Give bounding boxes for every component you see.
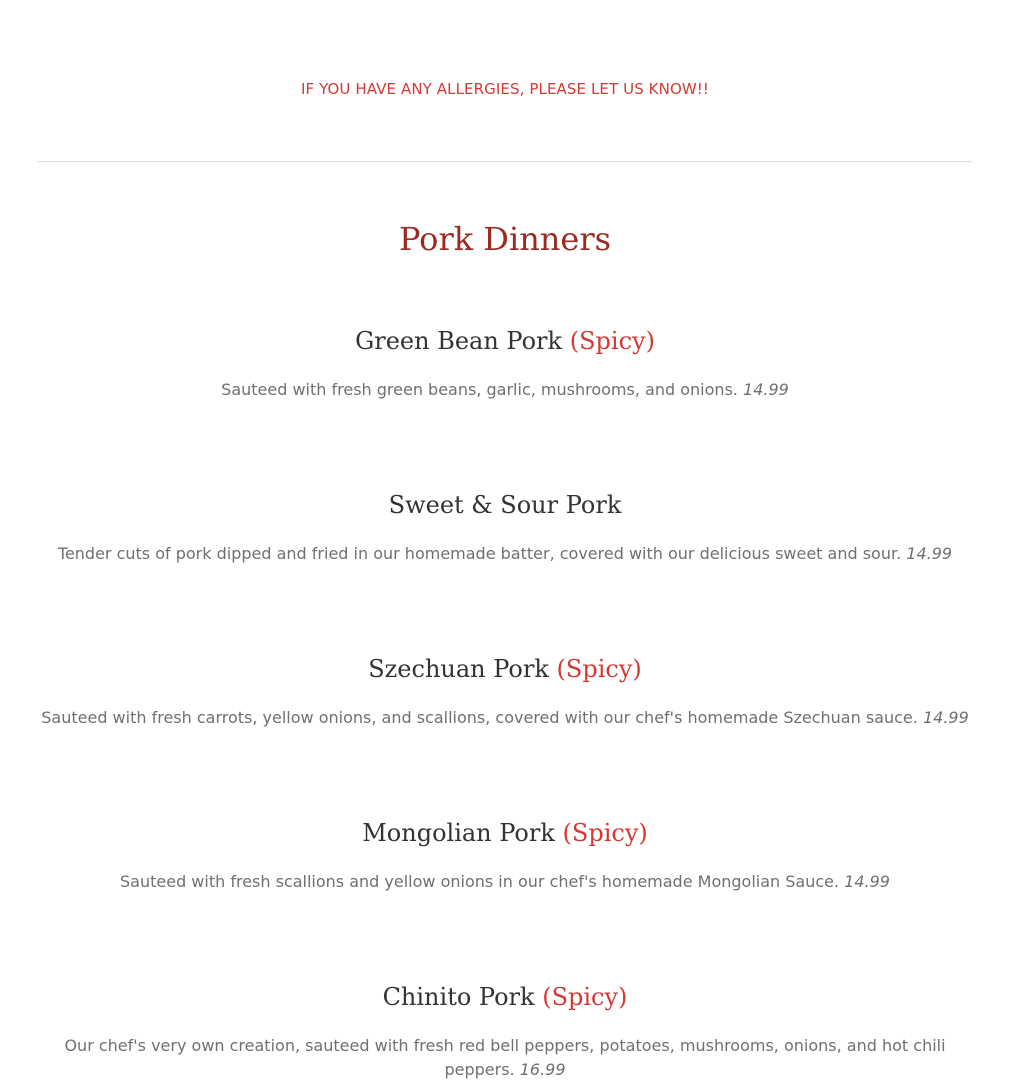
menu-item-name: Chinito Pork (Spicy) <box>382 983 628 1011</box>
menu-item-description: Tender cuts of pork dipped and fried in our homemade batter, covered with our delicious sweet and sour. 14.99 <box>57 544 953 563</box>
menu-item-price: 14.99 <box>906 544 953 563</box>
menu-item-name: Sweet & Sour Pork <box>388 491 622 519</box>
menu-item-price: 14.99 <box>743 380 789 399</box>
menu-item-name: Green Bean Pork (Spicy) <box>355 327 655 355</box>
section-title: Pork Dinners <box>398 220 612 258</box>
menu-item-description: Our chef's very own creation, sauteed with fresh red bell peppers, potatoes, mushrooms, onions, and hot chili peppers. 16.99 <box>64 1036 946 1079</box>
menu-item-description: Sauteed with fresh carrots, yellow onions, and scallions, covered with our chef's homemade Szechuan sauce. 14.99 <box>41 708 969 727</box>
spicy-badge: (Spicy) <box>569 327 655 355</box>
spicy-badge: (Spicy) <box>542 983 628 1011</box>
menu-item-name: Szechuan Pork (Spicy) <box>368 655 642 683</box>
menu-item-price: 16.99 <box>519 1060 566 1079</box>
menu-item-description: Sauteed with fresh scallions and yellow onions in our chef's homemade Mongolian Sauce. 14.99 <box>120 872 890 891</box>
allergy-notice: IF YOU HAVE ANY ALLERGIES, PLEASE LET US KNOW!! <box>300 80 710 98</box>
spicy-badge: (Spicy) <box>562 819 648 847</box>
spicy-badge: (Spicy) <box>556 655 642 683</box>
menu-item-chinito-pork <box>0 982 1010 1082</box>
menu-item-price: 14.99 <box>922 708 969 727</box>
menu-item-price: 14.99 <box>844 872 890 891</box>
menu-item-description: Sauteed with fresh green beans, garlic, mushrooms, and onions. 14.99 <box>221 380 789 399</box>
menu-item-name: Mongolian Pork (Spicy) <box>362 819 648 847</box>
menu-item-mongolian-pork <box>0 818 1010 894</box>
menu-item-sweet-sour-pork <box>0 490 1010 566</box>
menu-item-green-bean-pork <box>0 326 1010 402</box>
section-divider <box>37 161 972 162</box>
menu-item-szechuan-pork <box>0 654 1010 730</box>
